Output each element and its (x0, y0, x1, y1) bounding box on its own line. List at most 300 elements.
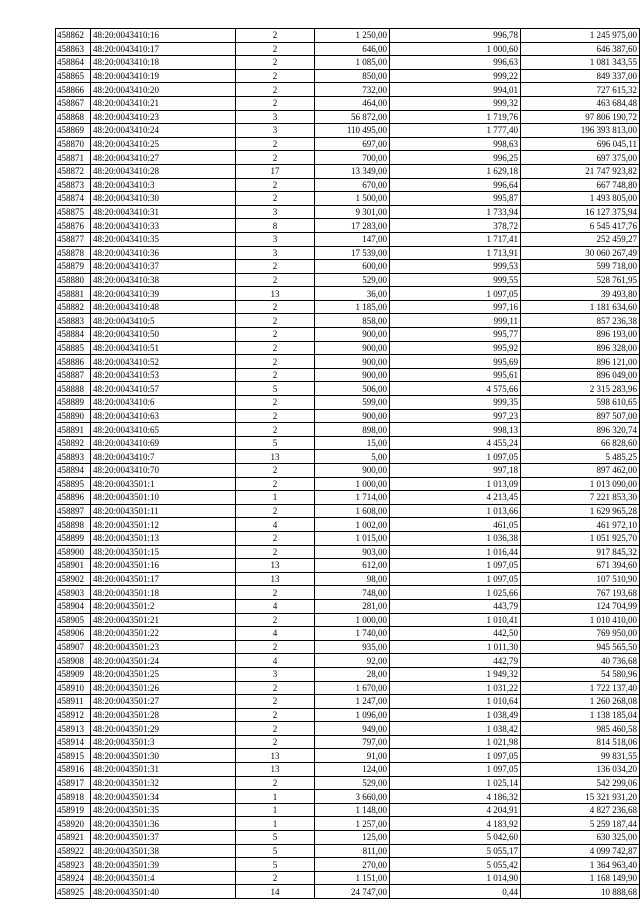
specific-value-cell: 1 010,64 (390, 695, 521, 709)
specific-value-cell: 1 949,32 (390, 667, 521, 681)
cadastral-number-cell: 48:20:0043410:69 (91, 436, 236, 450)
row-number-cell: 458924 (56, 871, 91, 885)
group-cell: 4 (236, 654, 315, 668)
table-body (56, 29, 640, 899)
cadastral-number-cell: 48:20:0043501:34 (91, 790, 236, 804)
specific-value-cell: 4 204,91 (390, 803, 521, 817)
cadastral-value-cell: 107 510,90 (521, 572, 640, 586)
row-number-cell: 458879 (56, 260, 91, 274)
specific-value-cell: 997,16 (390, 300, 521, 314)
row-number-cell: 458887 (56, 368, 91, 382)
cadastral-number-cell: 48:20:0043501:32 (91, 776, 236, 790)
row-number-cell: 458878 (56, 246, 91, 260)
row-number-cell: 458865 (56, 69, 91, 83)
area-cell: 24 747,00 (315, 885, 390, 899)
cadastral-value-cell: 10 888,68 (521, 885, 640, 899)
cadastral-number-cell: 48:20:0043410:48 (91, 300, 236, 314)
cadastral-number-cell: 48:20:0043410:39 (91, 287, 236, 301)
cadastral-value-cell: 463 684,48 (521, 96, 640, 110)
table-row (56, 531, 640, 545)
area-cell: 900,00 (315, 409, 390, 423)
specific-value-cell: 1 021,98 (390, 735, 521, 749)
cadastral-value-cell: 917 845,32 (521, 545, 640, 559)
cadastral-value-cell: 646 387,60 (521, 42, 640, 56)
area-cell: 850,00 (315, 69, 390, 83)
cadastral-number-cell: 48:20:0043501:1 (91, 477, 236, 491)
cadastral-value-cell: 2 315 283,96 (521, 382, 640, 396)
cadastral-number-cell: 48:20:0043410:63 (91, 409, 236, 423)
cadastral-value-table (55, 28, 640, 899)
cadastral-value-cell: 15 321 931,20 (521, 790, 640, 804)
specific-value-cell: 1 733,94 (390, 205, 521, 219)
specific-value-cell: 5 055,17 (390, 844, 521, 858)
row-number-cell: 458898 (56, 518, 91, 532)
specific-value-cell: 1 025,14 (390, 776, 521, 790)
table-row (56, 586, 640, 600)
specific-value-cell: 995,87 (390, 192, 521, 206)
table-row (56, 695, 640, 709)
area-cell: 529,00 (315, 776, 390, 790)
area-cell: 1 185,00 (315, 300, 390, 314)
cadastral-value-cell: 767 193,68 (521, 586, 640, 600)
cadastral-number-cell: 48:20:0043501:31 (91, 763, 236, 777)
area-cell: 1 608,00 (315, 504, 390, 518)
area-cell: 898,00 (315, 423, 390, 437)
cadastral-value-cell: 252 459,27 (521, 232, 640, 246)
group-cell: 2 (236, 192, 315, 206)
cadastral-value-cell: 461 972,10 (521, 518, 640, 532)
cadastral-value-cell: 1 168 149,90 (521, 871, 640, 885)
row-number-cell: 458925 (56, 885, 91, 899)
cadastral-value-cell: 1 245 975,00 (521, 29, 640, 43)
area-cell: 15,00 (315, 436, 390, 450)
specific-value-cell: 1 097,05 (390, 287, 521, 301)
table-row (56, 491, 640, 505)
cadastral-value-cell: 896 121,00 (521, 355, 640, 369)
group-cell: 13 (236, 450, 315, 464)
group-cell: 2 (236, 776, 315, 790)
row-number-cell: 458918 (56, 790, 91, 804)
area-cell: 98,00 (315, 572, 390, 586)
group-cell: 3 (236, 110, 315, 124)
row-number-cell: 458876 (56, 219, 91, 233)
group-cell: 2 (236, 273, 315, 287)
cadastral-value-cell: 769 950,00 (521, 627, 640, 641)
table-row (56, 640, 640, 654)
row-number-cell: 458897 (56, 504, 91, 518)
cadastral-value-cell: 1 051 925,70 (521, 531, 640, 545)
cadastral-number-cell: 48:20:0043501:29 (91, 722, 236, 736)
row-number-cell: 458923 (56, 858, 91, 872)
specific-value-cell: 1 013,09 (390, 477, 521, 491)
specific-value-cell: 1 038,49 (390, 708, 521, 722)
group-cell: 2 (236, 531, 315, 545)
area-cell: 732,00 (315, 83, 390, 97)
group-cell: 2 (236, 409, 315, 423)
area-cell: 612,00 (315, 559, 390, 573)
row-number-cell: 458875 (56, 205, 91, 219)
row-number-cell: 458890 (56, 409, 91, 423)
area-cell: 506,00 (315, 382, 390, 396)
table-row (56, 749, 640, 763)
group-cell: 2 (236, 613, 315, 627)
specific-value-cell: 995,69 (390, 355, 521, 369)
table-row (56, 328, 640, 342)
cadastral-value-cell: 896 328,00 (521, 341, 640, 355)
specific-value-cell: 1 011,30 (390, 640, 521, 654)
table-row (56, 667, 640, 681)
table-row (56, 858, 640, 872)
specific-value-cell: 1 629,18 (390, 164, 521, 178)
cadastral-number-cell: 48:20:0043410:57 (91, 382, 236, 396)
cadastral-number-cell: 48:20:0043410:30 (91, 192, 236, 206)
cadastral-value-cell: 985 460,58 (521, 722, 640, 736)
area-cell: 3 660,00 (315, 790, 390, 804)
cadastral-number-cell: 48:20:0043501:36 (91, 817, 236, 831)
specific-value-cell: 1 014,90 (390, 871, 521, 885)
cadastral-value-cell: 542 299,06 (521, 776, 640, 790)
cadastral-number-cell: 48:20:0043410:24 (91, 124, 236, 138)
area-cell: 1 015,00 (315, 531, 390, 545)
area-cell: 748,00 (315, 586, 390, 600)
area-cell: 91,00 (315, 749, 390, 763)
row-number-cell: 458913 (56, 722, 91, 736)
specific-value-cell: 4 455,24 (390, 436, 521, 450)
group-cell: 17 (236, 164, 315, 178)
row-number-cell: 458864 (56, 56, 91, 70)
row-number-cell: 458909 (56, 667, 91, 681)
cadastral-number-cell: 48:20:0043410:36 (91, 246, 236, 260)
cadastral-value-cell: 727 615,32 (521, 83, 640, 97)
area-cell: 670,00 (315, 178, 390, 192)
group-cell: 3 (236, 667, 315, 681)
specific-value-cell: 997,23 (390, 409, 521, 423)
group-cell: 2 (236, 504, 315, 518)
group-cell: 2 (236, 871, 315, 885)
specific-value-cell: 996,64 (390, 178, 521, 192)
row-number-cell: 458872 (56, 164, 91, 178)
cadastral-number-cell: 48:20:0043501:13 (91, 531, 236, 545)
cadastral-value-cell: 1 722 137,40 (521, 681, 640, 695)
row-number-cell: 458871 (56, 151, 91, 165)
row-number-cell: 458908 (56, 654, 91, 668)
table-row (56, 56, 640, 70)
area-cell: 900,00 (315, 355, 390, 369)
cadastral-number-cell: 48:20:0043501:40 (91, 885, 236, 899)
cadastral-value-cell: 30 060 267,49 (521, 246, 640, 260)
cadastral-value-cell: 99 831,55 (521, 749, 640, 763)
cadastral-number-cell: 48:20:0043410:5 (91, 314, 236, 328)
row-number-cell: 458873 (56, 178, 91, 192)
cadastral-value-cell: 1 493 805,00 (521, 192, 640, 206)
group-cell: 5 (236, 831, 315, 845)
table-row (56, 341, 640, 355)
table-row (56, 232, 640, 246)
cadastral-number-cell: 48:20:0043501:12 (91, 518, 236, 532)
table-row (56, 192, 640, 206)
cadastral-number-cell: 48:20:0043501:35 (91, 803, 236, 817)
area-cell: 1 250,00 (315, 29, 390, 43)
cadastral-value-cell: 21 747 923,82 (521, 164, 640, 178)
specific-value-cell: 4 183,92 (390, 817, 521, 831)
group-cell: 5 (236, 858, 315, 872)
area-cell: 1 000,00 (315, 613, 390, 627)
area-cell: 903,00 (315, 545, 390, 559)
table-row (56, 205, 640, 219)
cadastral-value-cell: 97 806 190,72 (521, 110, 640, 124)
table-row (56, 803, 640, 817)
cadastral-value-cell: 54 580,96 (521, 667, 640, 681)
specific-value-cell: 1 097,05 (390, 450, 521, 464)
cadastral-value-cell: 849 337,00 (521, 69, 640, 83)
table-row (56, 96, 640, 110)
area-cell: 1 096,00 (315, 708, 390, 722)
group-cell: 13 (236, 763, 315, 777)
specific-value-cell: 996,78 (390, 29, 521, 43)
row-number-cell: 458900 (56, 545, 91, 559)
group-cell: 2 (236, 137, 315, 151)
cadastral-value-cell: 39 493,80 (521, 287, 640, 301)
group-cell: 2 (236, 681, 315, 695)
specific-value-cell: 1 717,41 (390, 232, 521, 246)
specific-value-cell: 443,79 (390, 599, 521, 613)
row-number-cell: 458866 (56, 83, 91, 97)
table-row (56, 151, 640, 165)
area-cell: 797,00 (315, 735, 390, 749)
table-row (56, 436, 640, 450)
cadastral-number-cell: 48:20:0043501:16 (91, 559, 236, 573)
group-cell: 2 (236, 300, 315, 314)
group-cell: 2 (236, 722, 315, 736)
area-cell: 1 148,00 (315, 803, 390, 817)
group-cell: 2 (236, 695, 315, 709)
area-cell: 900,00 (315, 328, 390, 342)
table-row (56, 450, 640, 464)
area-cell: 900,00 (315, 464, 390, 478)
table-row (56, 246, 640, 260)
row-number-cell: 458885 (56, 341, 91, 355)
group-cell: 2 (236, 178, 315, 192)
cadastral-number-cell: 48:20:0043501:30 (91, 749, 236, 763)
group-cell: 13 (236, 749, 315, 763)
specific-value-cell: 996,25 (390, 151, 521, 165)
specific-value-cell: 999,22 (390, 69, 521, 83)
group-cell: 1 (236, 817, 315, 831)
cadastral-value-cell: 66 828,60 (521, 436, 640, 450)
cadastral-value-cell: 897 462,00 (521, 464, 640, 478)
area-cell: 1 247,00 (315, 695, 390, 709)
cadastral-number-cell: 48:20:0043410:52 (91, 355, 236, 369)
cadastral-value-cell: 5 485,25 (521, 450, 640, 464)
area-cell: 281,00 (315, 599, 390, 613)
specific-value-cell: 999,35 (390, 396, 521, 410)
table-row (56, 69, 640, 83)
specific-value-cell: 5 042,60 (390, 831, 521, 845)
group-cell: 3 (236, 205, 315, 219)
table-row (56, 885, 640, 899)
row-number-cell: 458891 (56, 423, 91, 437)
table-row (56, 219, 640, 233)
cadastral-number-cell: 48:20:0043501:18 (91, 586, 236, 600)
row-number-cell: 458877 (56, 232, 91, 246)
area-cell: 28,00 (315, 667, 390, 681)
row-number-cell: 458884 (56, 328, 91, 342)
cadastral-value-cell: 1 181 634,60 (521, 300, 640, 314)
specific-value-cell: 1 000,60 (390, 42, 521, 56)
row-number-cell: 458886 (56, 355, 91, 369)
table-row (56, 627, 640, 641)
group-cell: 2 (236, 260, 315, 274)
area-cell: 1 740,00 (315, 627, 390, 641)
area-cell: 900,00 (315, 341, 390, 355)
cadastral-number-cell: 48:20:0043410:70 (91, 464, 236, 478)
cadastral-value-cell: 16 127 375,94 (521, 205, 640, 219)
row-number-cell: 458901 (56, 559, 91, 573)
cadastral-number-cell: 48:20:0043501:27 (91, 695, 236, 709)
specific-value-cell: 4 213,45 (390, 491, 521, 505)
row-number-cell: 458920 (56, 817, 91, 831)
area-cell: 1 500,00 (315, 192, 390, 206)
table-row (56, 260, 640, 274)
cadastral-value-cell: 599 718,00 (521, 260, 640, 274)
cadastral-number-cell: 48:20:0043501:26 (91, 681, 236, 695)
table-row (56, 708, 640, 722)
table-row (56, 613, 640, 627)
table-row (56, 518, 640, 532)
row-number-cell: 458869 (56, 124, 91, 138)
table-row (56, 844, 640, 858)
cadastral-value-cell: 1 010 410,00 (521, 613, 640, 627)
cadastral-value-cell: 7 221 853,30 (521, 491, 640, 505)
specific-value-cell: 1 719,76 (390, 110, 521, 124)
cadastral-number-cell: 48:20:0043501:25 (91, 667, 236, 681)
table-row (56, 368, 640, 382)
table-row (56, 817, 640, 831)
specific-value-cell: 1 097,05 (390, 572, 521, 586)
row-number-cell: 458917 (56, 776, 91, 790)
table-row (56, 572, 640, 586)
area-cell: 5,00 (315, 450, 390, 464)
group-cell: 2 (236, 368, 315, 382)
specific-value-cell: 994,01 (390, 83, 521, 97)
row-number-cell: 458911 (56, 695, 91, 709)
cadastral-number-cell: 48:20:0043410:16 (91, 29, 236, 43)
row-number-cell: 458912 (56, 708, 91, 722)
group-cell: 5 (236, 436, 315, 450)
row-number-cell: 458874 (56, 192, 91, 206)
group-cell: 2 (236, 545, 315, 559)
table-row (56, 654, 640, 668)
cadastral-value-cell: 630 325,00 (521, 831, 640, 845)
cadastral-number-cell: 48:20:0043410:31 (91, 205, 236, 219)
row-number-cell: 458882 (56, 300, 91, 314)
cadastral-number-cell: 48:20:0043410:33 (91, 219, 236, 233)
area-cell: 110 495,00 (315, 124, 390, 138)
group-cell: 2 (236, 708, 315, 722)
table-row (56, 355, 640, 369)
row-number-cell: 458904 (56, 599, 91, 613)
cadastral-value-cell: 598 610,65 (521, 396, 640, 410)
cadastral-value-cell: 697 375,00 (521, 151, 640, 165)
group-cell: 13 (236, 572, 315, 586)
table-row (56, 790, 640, 804)
group-cell: 2 (236, 96, 315, 110)
row-number-cell: 458862 (56, 29, 91, 43)
cadastral-number-cell: 48:20:0043410:50 (91, 328, 236, 342)
cadastral-number-cell: 48:20:0043410:65 (91, 423, 236, 437)
group-cell: 1 (236, 491, 315, 505)
row-number-cell: 458881 (56, 287, 91, 301)
cadastral-value-cell: 1 138 185,04 (521, 708, 640, 722)
row-number-cell: 458916 (56, 763, 91, 777)
group-cell: 4 (236, 518, 315, 532)
specific-value-cell: 1 713,91 (390, 246, 521, 260)
table-row (56, 287, 640, 301)
row-number-cell: 458863 (56, 42, 91, 56)
specific-value-cell: 461,05 (390, 518, 521, 532)
area-cell: 1 151,00 (315, 871, 390, 885)
specific-value-cell: 1 010,41 (390, 613, 521, 627)
cadastral-value-cell: 897 507,00 (521, 409, 640, 423)
cadastral-value-cell: 857 236,38 (521, 314, 640, 328)
table-row (56, 871, 640, 885)
cadastral-value-cell: 671 394,60 (521, 559, 640, 573)
area-cell: 599,00 (315, 396, 390, 410)
cadastral-value-cell: 196 393 813,00 (521, 124, 640, 138)
cadastral-number-cell: 48:20:0043410:18 (91, 56, 236, 70)
cadastral-number-cell: 48:20:0043501:3 (91, 735, 236, 749)
row-number-cell: 458895 (56, 477, 91, 491)
table-row (56, 314, 640, 328)
table-row (56, 273, 640, 287)
group-cell: 2 (236, 151, 315, 165)
cadastral-number-cell: 48:20:0043410:53 (91, 368, 236, 382)
table-row (56, 409, 640, 423)
group-cell: 2 (236, 42, 315, 56)
cadastral-number-cell: 48:20:0043410:20 (91, 83, 236, 97)
specific-value-cell: 442,50 (390, 627, 521, 641)
cadastral-number-cell: 48:20:0043410:23 (91, 110, 236, 124)
specific-value-cell: 442,79 (390, 654, 521, 668)
cadastral-value-cell: 1 629 965,28 (521, 504, 640, 518)
specific-value-cell: 999,55 (390, 273, 521, 287)
cadastral-number-cell: 48:20:0043501:11 (91, 504, 236, 518)
cadastral-value-cell: 896 320,74 (521, 423, 640, 437)
row-number-cell: 458914 (56, 735, 91, 749)
area-cell: 9 301,00 (315, 205, 390, 219)
area-cell: 900,00 (315, 368, 390, 382)
table-row (56, 300, 640, 314)
specific-value-cell: 5 055,42 (390, 858, 521, 872)
cadastral-number-cell: 48:20:0043410:6 (91, 396, 236, 410)
area-cell: 1 085,00 (315, 56, 390, 70)
cadastral-value-cell: 1 013 090,00 (521, 477, 640, 491)
table-row (56, 110, 640, 124)
group-cell: 1 (236, 790, 315, 804)
cadastral-number-cell: 48:20:0043501:24 (91, 654, 236, 668)
cadastral-number-cell: 48:20:0043410:37 (91, 260, 236, 274)
cadastral-value-cell: 124 704,99 (521, 599, 640, 613)
row-number-cell: 458894 (56, 464, 91, 478)
area-cell: 125,00 (315, 831, 390, 845)
row-number-cell: 458880 (56, 273, 91, 287)
cadastral-value-cell: 528 761,95 (521, 273, 640, 287)
table-row (56, 559, 640, 573)
specific-value-cell: 996,63 (390, 56, 521, 70)
cadastral-value-cell: 4 099 742,87 (521, 844, 640, 858)
cadastral-number-cell: 48:20:0043410:21 (91, 96, 236, 110)
group-cell: 2 (236, 423, 315, 437)
